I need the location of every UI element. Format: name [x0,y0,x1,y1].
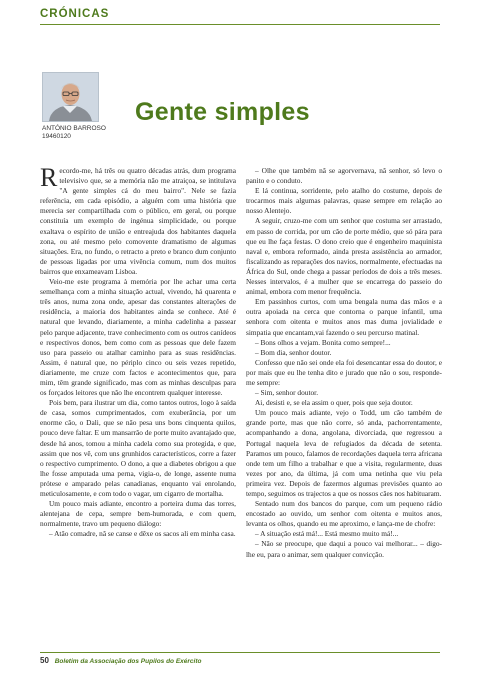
paragraph: E lá continua, sorridente, pelo atalho do costume, depois de trocarmos mais algumas palavras, quase sempre em relação ao nosso Alentejo. [246,186,442,216]
article-column-left [40,163,236,646]
paragraph: Pois bem, para ilustrar um dia, como tantos outros, logo à saída de casa, somos cumprimentados, com exuberância, por um enorme cão, o Dali, que se não pesa uns bons cinquenta quilos, pouco deve faltar. E um mansarrão de porte muito avantajado que, desde há anos, tomou a minha cadela como sua protegida, e que, assim que nos vê, com uns grunhidos característicos, corre a fazer o respectivo cumprimento. O dono, a que a diabetes obrigou a que lhe fosse amputada uma perna, vigia-o, de longe, assente numa prótese e amparado pelas canadianas, enquanto vai enrolando, meticulosamente, e com todo o vagar, um cigarro de mortalha. [40,398,236,498]
drop-cap: R [40,163,58,192]
paragraph: – Não se preocupe, que daqui a pouco vai melhorar... – digo-lhe eu, para o animar, sem qualquer convicção. [246,539,442,559]
paragraph: Sentado num dos bancos do parque, com um pequeno rádio encostado ao ouvido, um senhor com oitenta e muitos anos, levanta os olhos, quando eu me aproximo, e lança-me de chofre: [246,499,442,529]
paragraph: – Atão comadre, nã se canse e dêxe os sacos ali em minha casa. [49,529,236,539]
section-label: CRÓNICAS [40,8,110,20]
publication-title: Boletim da Associação dos Pupilos do Exército [54,658,202,665]
page-footer [40,652,440,665]
paragraph: A seguir, cruzo-me com um senhor que costuma ser arrastado, em passo de corrida, por um cão de porte médio, que só pára para que eu lhe faça festas. O dono creio que é engenheiro maquinista naval e, embora reformado, ainda presta assistência ao armador, fiscalizando as reparações dos navios, normalmente, efectuadas na África do Sul, onde chega a passar períodos de dois a três meses. Nesses intervalos, é a mulher que se encarrega do passeio do animal, embora com menor frequência. [246,216,442,297]
paragraph: Veio-me este programa à memória por lhe achar uma certa semelhança com a minha situação actual, vivendo, há quarenta e três anos, numa zona onde, apesar das constantes alterações de residência, a maioria dos habitantes ainda se conhece. Até é natural que levando, diariamente, a minha cadelinha a passear pelo parque adjacente, trave conhecimento com os outros canídeos e respectivos donos, bem como com as pessoas que dele fazem uso para passeio ou atalhar caminho para as suas residências. Assim, é natural que, no périplo cinco ou seis vezes repetido, diariamente, me cruze com factos e acontecimentos que, para mim, têm grande significado, mas com as minhas desculpas para os forçados leitores que não lhe encontrem qualquer interesse. [40,277,236,398]
paragraph: Em passinhos curtos, com uma bengala numa das mãos e a outra apoiada na cerca que contorna o parque infantil, uma senhora com oitenta e muitos anos mas duma jovialidade e simpatia que encantam,vai fazendo o seu percurso matinal. [246,297,442,337]
page-number: 50 [40,656,49,665]
paragraph: Recordo-me, há três ou quatro décadas atrás, dum programa televisivo que, se a memória não me atraiçoa, se intitulava "A gente simples cá do meu bairro". Nele se fazia referência, em cada episódio, a alguém com uma história que merecia ser compartilhada com o público, em geral, ou porque constituía um exemplo de ingénua simplicidade, ou porque exaltava o espírito de união e entreajuda dos habitantes daquela zona, ou até mesmo pelo comovente dramatismo de algumas situações. Era, no fundo, o retracto a preto e branco dum conjunto de pessoas ligadas por uma vivência comum, num dos muitos bairros que enxameavam Lisboa. [40,163,236,276]
author-id: 19460120 [42,133,71,140]
article-column-right [246,166,442,646]
paragraph: Um pouco mais adiante, encontro a porteira duma das torres, alentejana de cepa, sempre bem-humorada, e com quem, normalmente, travo um pequeno diálogo: [40,499,236,529]
article-title: Gente simples [135,98,310,126]
paragraph: – Sim, senhor doutor. [255,388,319,398]
section-header [40,4,440,25]
author-name: ANTÓNIO BARROSO [42,125,106,132]
author-photo [42,72,99,122]
paragraph: Um pouco mais adiante, vejo o Todd, um cão também de grande porte, mas que não corre, só anda, pachorrentamente, acompanhando a dona, angolana, divorciada, que regressou a Portugal naquela leva de refugiados da década de setenta. Paramos um pouco, falamos de recordações daquela terra africana onde tem um filho a trabalhar e que a visita, regularmente, duas vezes por ano, da última, já com uma netinha que viu pela primeira vez. Depois de fazermos algumas previsões quanto ao tempo, seguimos os trajectos a que os nossos cães nos habituaram. [246,408,442,498]
paragraph: Confesso que não sei onde ela foi desencantar essa do doutor, e por mais que eu lhe tenha dito e jurado que não o sou, responde-me sempre: [246,357,442,387]
author-byline [42,125,132,141]
paragraph: – A situação está má!... Está mesmo muito má!... [255,529,399,539]
paragraph: – Bom dia, senhor doutor. [255,347,332,357]
paragraph: – Bons olhos a vejam. Bonita como sempre!... [255,337,391,347]
author-portrait-image [43,73,98,121]
paragraph: – Olhe que também nã se agorvernava, nã senhor, só levo o panito e o conduto. [246,166,442,186]
paragraph: Ai, desisti e, se ela assim o quer, pois que seja doutor. [255,398,413,408]
